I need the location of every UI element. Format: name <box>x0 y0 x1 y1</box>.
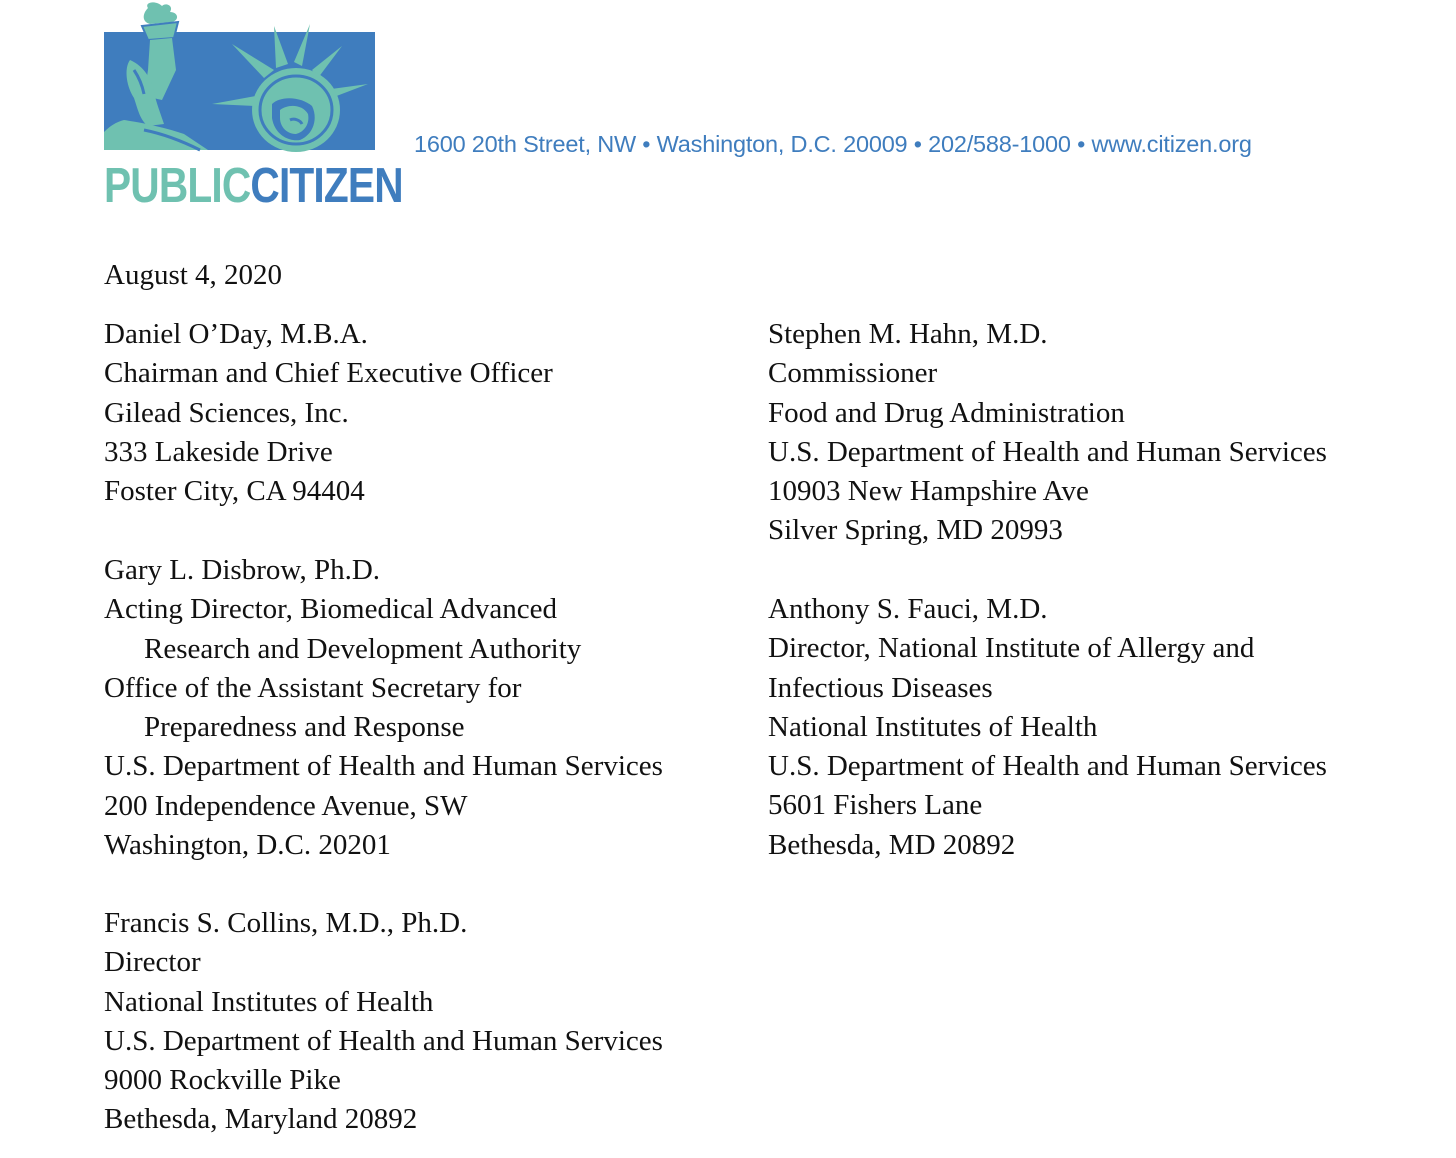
recipient-name: Anthony S. Fauci, M.D. <box>768 593 1048 625</box>
recipient-dept: U.S. Department of Health and Human Services <box>768 750 1327 783</box>
recipient-org: Gilead Sciences, Inc. <box>104 396 349 429</box>
recipient-org: Food and Drug Administration <box>768 396 1125 429</box>
recipient-title: Commissioner <box>768 357 938 390</box>
recipient-block-oday <box>104 315 553 511</box>
recipient-city: Foster City, CA 94404 <box>104 475 365 508</box>
logo-wordmark: PUBLICCITIZEN <box>104 159 403 213</box>
recipient-block-hahn <box>768 315 1327 551</box>
recipient-block-collins <box>104 904 663 1140</box>
recipient-org: National Institutes of Health <box>768 710 1098 743</box>
recipient-name: Gary L. Disbrow, Ph.D. <box>104 554 381 586</box>
letterhead-address: 1600 20th Street, NW • Washington, D.C. 20009 • 202/588-1000 • www.citizen.org <box>414 131 1252 157</box>
recipient-title: Director, National Institute of Allergy and <box>768 632 1255 665</box>
public-citizen-logo <box>104 0 403 215</box>
recipient-title: Director <box>104 946 201 979</box>
recipient-city: Silver Spring, MD 20993 <box>768 514 1063 547</box>
recipient-city: Bethesda, MD 20892 <box>768 828 1016 861</box>
recipient-office: Office of the Assistant Secretary for <box>104 671 522 704</box>
recipient-title: Chairman and Chief Executive Officer <box>104 357 553 390</box>
recipient-dept: U.S. Department of Health and Human Services <box>104 750 663 783</box>
recipient-city: Washington, D.C. 20201 <box>104 829 391 862</box>
recipient-city: Bethesda, Maryland 20892 <box>104 1103 418 1136</box>
recipient-block-fauci <box>768 590 1327 865</box>
recipient-title: Acting Director, Biomedical Advanced <box>104 593 558 626</box>
statue-of-liberty-icon <box>104 0 376 160</box>
recipient-title-cont: Research and Development Authority <box>144 632 582 665</box>
recipient-street: 333 Lakeside Drive <box>104 435 333 468</box>
recipient-title-cont: Infectious Diseases <box>768 671 993 704</box>
recipient-name: Daniel O’Day, M.B.A. <box>104 318 368 350</box>
recipient-block-disbrow <box>104 551 663 865</box>
recipient-street: 5601 Fishers Lane <box>768 789 983 822</box>
recipient-dept: U.S. Department of Health and Human Services <box>768 435 1327 468</box>
recipient-name: Stephen M. Hahn, M.D. <box>768 318 1048 350</box>
recipient-org: National Institutes of Health <box>104 985 434 1018</box>
recipient-name: Francis S. Collins, M.D., Ph.D. <box>104 907 468 939</box>
recipient-street: 9000 Rockville Pike <box>104 1064 341 1097</box>
recipient-street: 10903 New Hampshire Ave <box>768 475 1089 508</box>
recipient-office-cont: Preparedness and Response <box>144 711 465 744</box>
letter-date: August 4, 2020 <box>104 259 283 291</box>
recipient-dept: U.S. Department of Health and Human Services <box>104 1024 663 1057</box>
recipient-street: 200 Independence Avenue, SW <box>104 789 468 822</box>
